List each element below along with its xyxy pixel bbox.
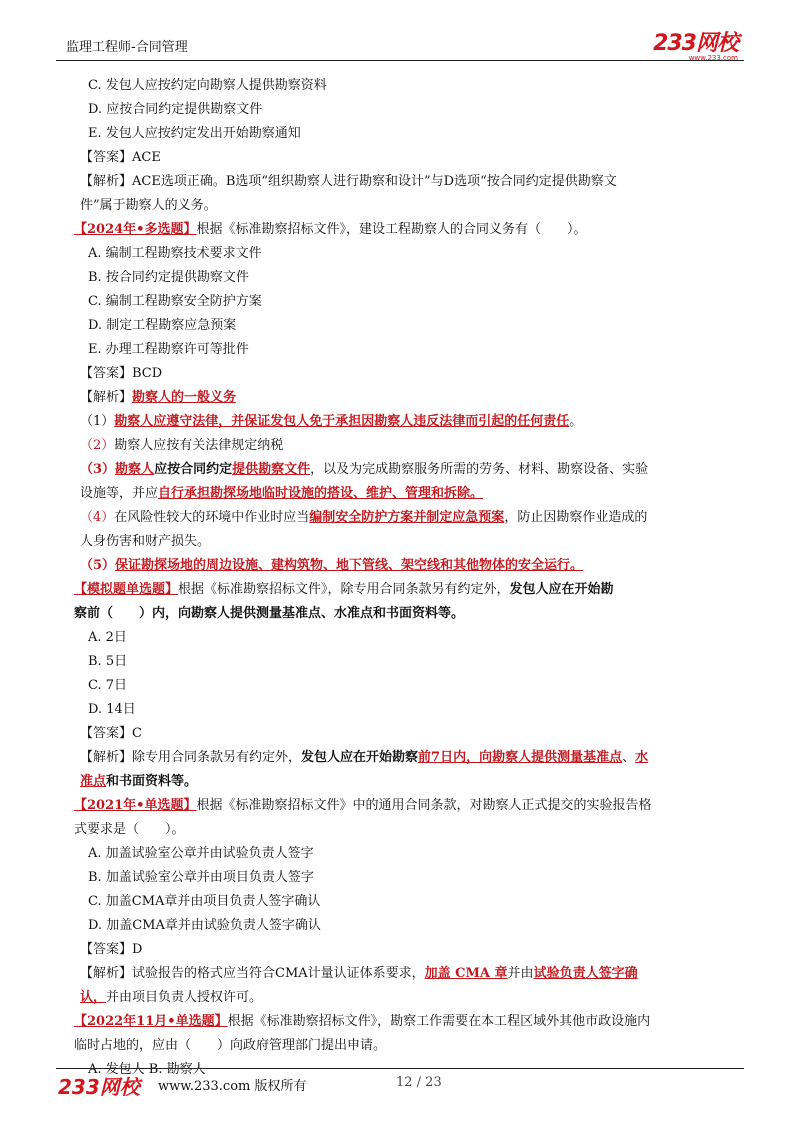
question-2021: 【2021年•单选题】根据《标准勘察招标文件》中的通用合同条款，对勘察人正式提交的实验报告格 式要求是（ ）。 — [74, 798, 652, 837]
answer: 【答案】C — [80, 726, 142, 741]
explanation-item-3: （3）勘察人应按合同约定提供勘察文件，以及为完成勘察服务所需的劳务、材料、勘察设备、实验 设施等，并应自行承担勘探场地临时设施的搭设、维护、管理和拆除。 — [80, 462, 649, 501]
option-c: C. 发包人应按约定向勘察人提供勘察资料 — [88, 78, 327, 93]
footer-copyright: www.233.com 版权所有 — [158, 1079, 307, 1094]
logo-url: www.233.com — [688, 54, 738, 62]
option-b: B. 5日 — [88, 654, 128, 669]
option-e: E. 发包人应按约定发出开始勘察通知 — [88, 126, 301, 141]
question-tag: 【模拟题单选题】 — [74, 582, 179, 597]
page-number: 12 / 23 — [396, 1075, 442, 1090]
answer: 【答案】BCD — [80, 366, 163, 381]
question-2022: 【2022年11月•单选题】根据《标准勘察招标文件》，勘察工作需要在本工程区域外其他市政设施内 临时占地的，应由（ ）向政府管理部门提出申请。 — [74, 1014, 651, 1053]
question-2024: 【2024年•多选题】根据《标准勘察招标文件》，建设工程勘察人的合同义务有（ ）。 — [74, 222, 587, 237]
option-a: A. 加盖试验室公章并由试验负责人签字 — [88, 846, 314, 861]
brand-logo[interactable] — [653, 26, 738, 62]
option-d: D. 14日 — [88, 702, 136, 717]
option-d: D. 加盖CMA章并由试验负责人签字确认 — [88, 918, 321, 933]
document-body — [74, 74, 740, 1082]
option-c: C. 编制工程勘察安全防护方案 — [88, 294, 262, 309]
option-d: D. 制定工程勘察应急预案 — [88, 318, 237, 333]
option-b: B. 按合同约定提供勘察文件 — [88, 270, 249, 285]
explanation: 【解析】试验报告的格式应当符合CMA计量认证体系要求，加盖 CMA 章并由试验负责人签字确 认，并由项目负责人授权许可。 — [80, 966, 638, 1005]
page-header — [56, 24, 744, 61]
page-footer — [56, 1068, 744, 1109]
explanation-item-4: （4）在风险性较大的环境中作业时应当编制安全防护方案并制定应急预案，防止因勘察作业造成的 人身伤害和财产损失。 — [80, 510, 648, 549]
question-tag: 【2024年•多选题】 — [74, 222, 197, 237]
explanation-item-1: （1）勘察人应遵守法律，并保证发包人免于承担因勘察人违反法律而引起的任何责任。 — [80, 414, 583, 429]
option-e: E. 办理工程勘察许可等批件 — [88, 342, 249, 357]
option-a: A. 编制工程勘察技术要求文件 — [88, 246, 262, 261]
option-d: D. 应按合同约定提供勘察文件 — [88, 102, 263, 117]
options-ab: A. 发包人 B. 勘察人 — [88, 1062, 206, 1077]
footer-logo[interactable]: 233网校 — [58, 1075, 140, 1099]
explanation-item-2: （2）勘察人应按有关法律规定纳税 — [80, 438, 284, 453]
logo-text: 233网校 — [653, 31, 738, 56]
option-a: A. 2日 — [88, 630, 127, 645]
header-title: 监理工程师-合同管理 — [66, 40, 188, 55]
explanation-heading: 【解析】勘察人的一般义务 — [80, 390, 237, 405]
question-mock: 【模拟题单选题】根据《标准勘察招标文件》，除专用合同条款另有约定外，发包人应在开始勘 察前（ ）内，向勘察人提供测量基准点、水准点和书面资料等。 — [74, 582, 614, 621]
explanation-item-5: （5）保证勘探场地的周边设施、建构筑物、地下管线、架空线和其他物体的安全运行。 — [80, 558, 584, 573]
answer: 【答案】D — [80, 942, 143, 957]
explanation: 【解析】除专用合同条款另有约定外，发包人应在开始勘察前7日内，向勘察人提供测量基准点、水 准点和书面资料等。 — [80, 750, 649, 789]
option-b: B. 加盖试验室公章并由项目负责人签字 — [88, 870, 314, 885]
option-c: C. 加盖CMA章并由项目负责人签字确认 — [88, 894, 321, 909]
question-tag: 【2021年•单选题】 — [74, 798, 197, 813]
explanation: 【解析】ACE选项正确。B选项“组织勘察人进行勘察和设计”与D选项“按合同约定提供勘察文 件”属于勘察人的义务。 — [80, 174, 617, 213]
answer: 【答案】ACE — [80, 150, 161, 165]
option-c: C. 7日 — [88, 678, 128, 693]
question-tag: 【2022年11月•单选题】 — [74, 1014, 228, 1029]
